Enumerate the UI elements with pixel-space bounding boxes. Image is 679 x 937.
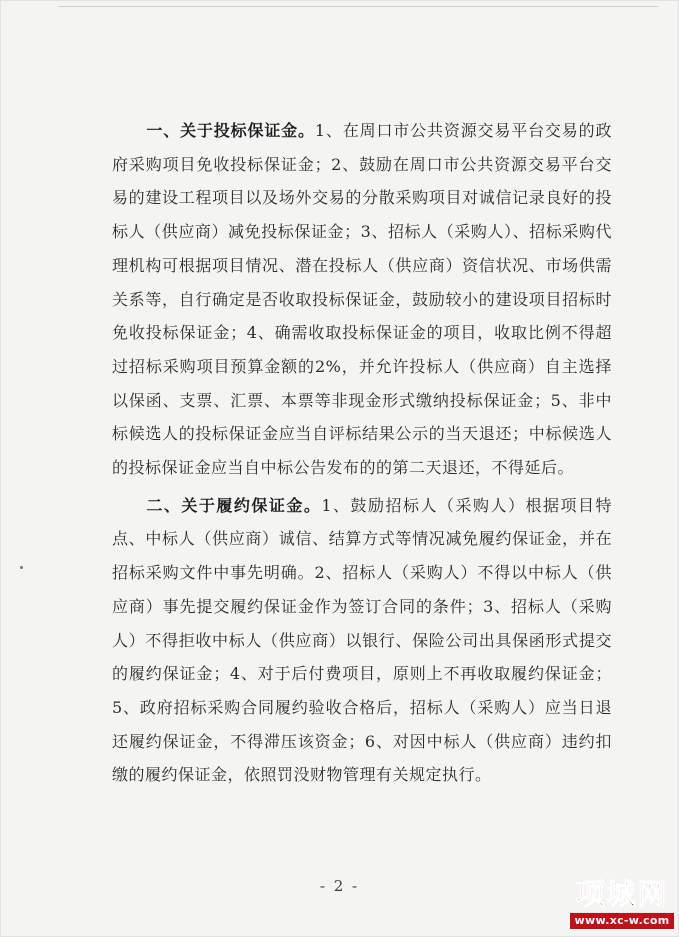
section-1-heading: 一、关于投标保证金。 [146,121,315,140]
top-rule [58,6,658,7]
section-1-text: 1、在周口市公共资源交易平台交易的政府采购项目免收投标保证金；2、鼓励在周口市公共资源交易平台交易的建设工程项目以及场外交易的分散采购项目对诚信记录良好的投标人（供应商）减免投标保证金；3、招标人（采购人）、招标采购代理机构可根据项目情况、潜在投标人（供应商）资信状况、市场供需关系等，自行确定是否收取投标保证金，鼓励较小的建设项目招标时免收投标保证金；4、确需收取投标保证金的项目，收取比例不得超过招标采购项目预算金额的2%，并允许投标人（供应商）自主选择以保函、支票、汇票、本票等非现金形式缴纳投标保证金；5、非中标候选人的投标保证金应当自评标结果公示的当天退还；中标候选人的投标保证金应当自中标公告发布的的第二天退还，不得延后。 [112,121,612,478]
watermark-logo-icon [570,876,674,910]
section-1-paragraph [112,114,612,485]
watermark-url: www.xc-w.com [570,913,674,929]
section-2-paragraph [112,489,612,792]
section-2-text: 1、鼓励招标人（采购人）根据项目特点、中标人（供应商）诚信、结算方式等情况减免履约保证金，并在招标采购文件中事先明确。2、招标人（采购人）不得以中标人（供应商）事先提交履约保证金作为签订合同的条件；3、招标人（采购人）不得拒收中标人（供应商）以银行、保险公司出具保函形式提交的履约保证金；4、对于后付费项目，原则上不再收取履约保证金；5、政府招标采购合同履约验收合格后，招标人（采购人）应当日退还履约保证金，不得滞压该资金；6、对因中标人（供应商）违约扣缴的履约保证金，依照罚没财物管理有关规定执行。 [112,495,612,785]
section-2-heading: 二、关于履约保证金。 [146,495,322,515]
svg-text:项城网: 项城网 [575,877,669,910]
document-body [112,114,612,792]
scan-speck [20,566,23,569]
page-number: - 2 - [319,877,360,895]
site-watermark [570,876,674,932]
